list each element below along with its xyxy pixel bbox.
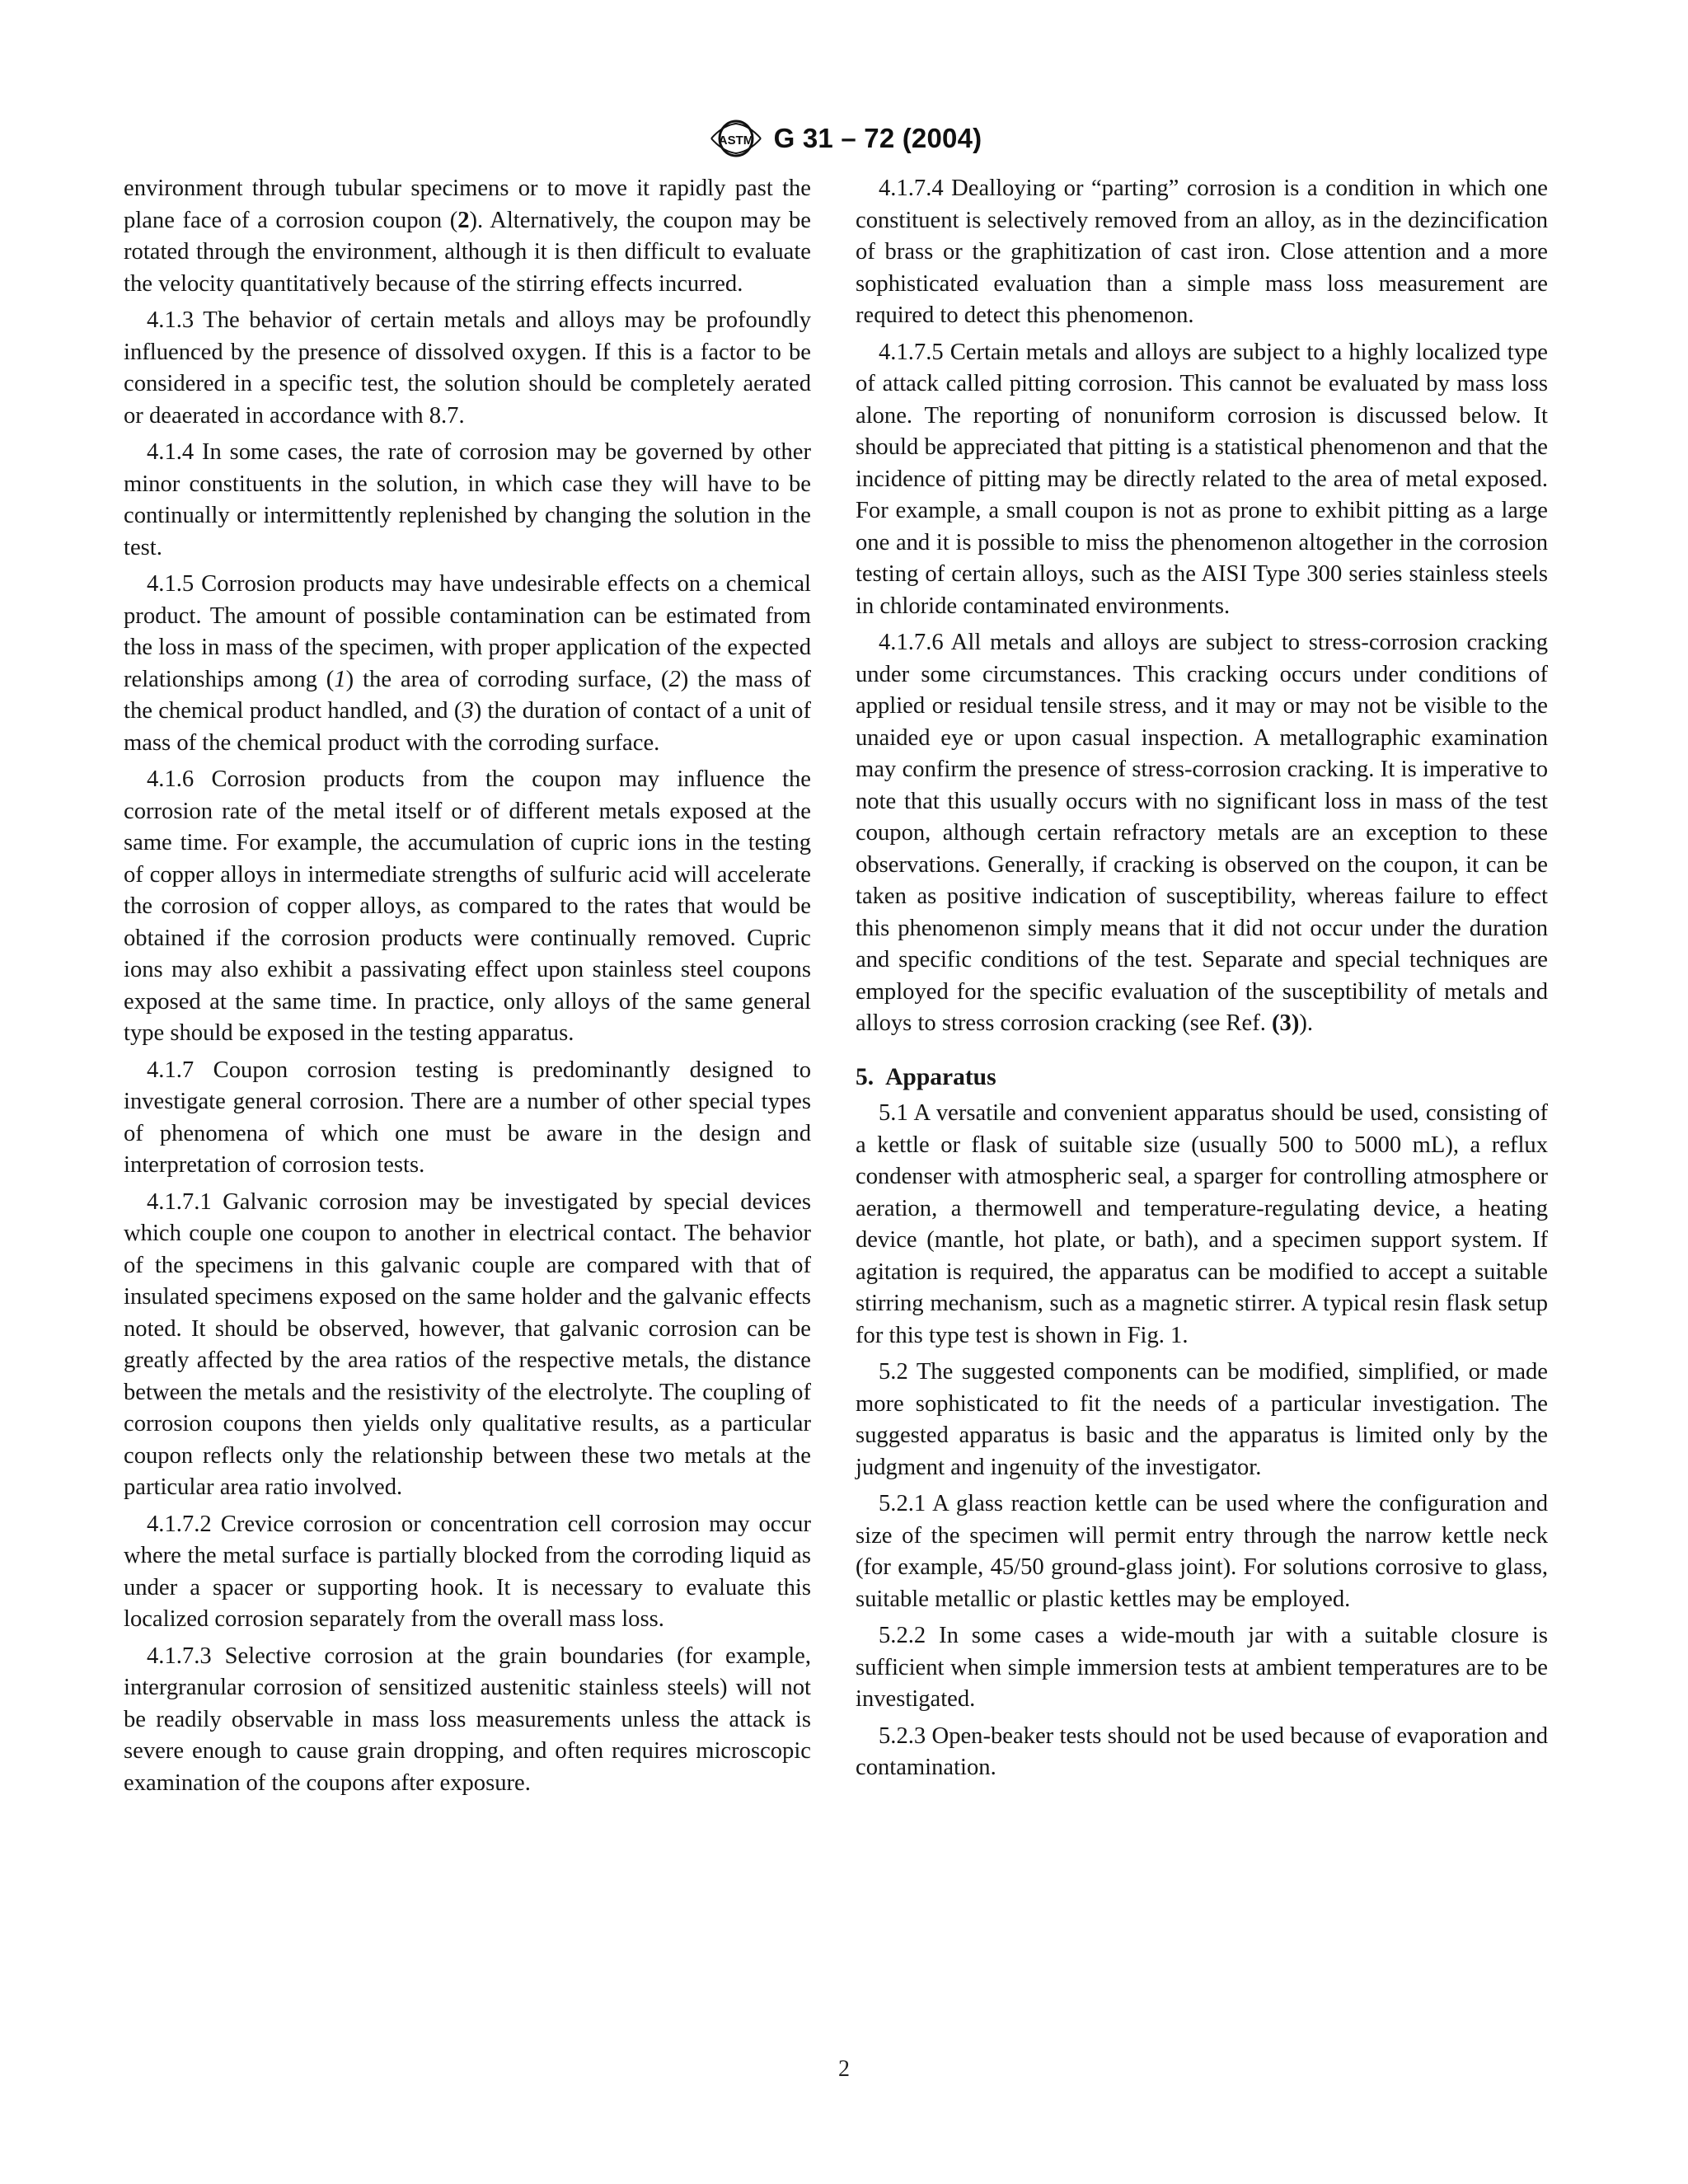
- paragraph-4-1-7-2: 4.1.7.2 Crevice corrosion or concentration cell corrosion may occur where the metal surface is partially blocked from the corroding liquid as under a spacer or supporting hook. It is necessary to evaluate this localized corrosion separately from the overall mass loss.: [124, 1511, 811, 1632]
- paragraph-4-1-6: 4.1.6 Corrosion products from the coupon may influence the corrosion rate of the metal itself or of different metals exposed at the same time. For example, the accumulation of cupric ions in the testing of copper alloys in intermediate strengths of sulfuric acid will accelerate the corrosion of copper alloys, as compared to the rates that would be obtained if the corrosion products were continually removed. Cupric ions may also exhibit a passivating effect upon stainless steel coupons exposed at the same time. In practice, only alloys of the same general type should be exposed in the testing apparatus.: [124, 766, 811, 1046]
- paragraph-5-1: 5.1 A versatile and convenient apparatus should be used, consisting of a kettle or flask of suitable size (usually 500 to 5000 mL), a reflux condenser with atmospheric seal, a sparger for controlling atmosphere or aeration, a thermowell and temperature-regulating device, a heating device (mantle, hot plate, or bath), and a specimen support system. If agitation is required, the apparatus can be modified to accept a suitable stirring mechanism, such as a magnetic stirrer. A typical resin flask setup for this type test is shown in Fig. 1.: [856, 1100, 1548, 1348]
- astm-logo-icon: [706, 117, 766, 160]
- page-header: [0, 114, 1688, 163]
- paragraph-4-1-7-6: 4.1.7.6 All metals and alloys are subject to stress-corrosion cracking under some circumstances. This cracking occurs under conditions of applied or residual tensile stress, and it may or may not be visible to the unaided eye or upon casual inspection. A metallographic examination may confirm the presence of stress-corrosion cracking. It is imperative to note that this usually occurs with no significant loss in mass of the test coupon, although certain refractory metals are an exception to these observations. Generally, if cracking is observed on the coupon, it can be taken as positive indication of susceptibility, whereas failure to effect this phenomenon simply means that it did not occur under the duration and specific conditions of the test. Separate and special techniques are employed for the specific evaluation of the susceptibility of metals and alloys to stress corrosion cracking (see Ref. (3)).: [856, 630, 1548, 1036]
- standard-designation: G 31 – 72 (2004): [773, 123, 982, 153]
- right-column: [856, 173, 1548, 1789]
- paragraph-4-1-7: 4.1.7 Coupon corrosion testing is predominantly designed to investigate general corrosion. There are a number of other special types of phenomena of which one must be aware in the design and interpretation of corrosion tests.: [124, 1057, 811, 1178]
- astm-logo-text: ASTM: [718, 134, 753, 148]
- paragraph-4-1-5: 4.1.5 Corrosion products may have undesirable effects on a chemical product. The amount of possible contamination can be estimated from the loss in mass of the specimen, with proper application of the expected relationships among (1) the area of corroding surface, (2) the mass of the chemical product handled, and (3) the duration of contact of a unit of mass of the chemical product with the corroding surface.: [124, 571, 811, 756]
- page-number: 2: [838, 2056, 850, 2082]
- paragraph-4-1-3: 4.1.3 The behavior of certain metals and alloys may be profoundly influenced by the presence of dissolved oxygen. If this is a factor to be considered in a specific test, the solution should be completely aerated or deaerated in accordance with 8.7.: [124, 307, 811, 429]
- paragraph-4-1-7-5: 4.1.7.5 Certain metals and alloys are subject to a highly localized type of attack called pitting corrosion. This cannot be evaluated by mass loss alone. The reporting of nonuniform corrosion is discussed below. It should be appreciated that pitting is a statistical phenomenon and that the incidence of pitting may be directly related to the area of metal exposed. For example, a small coupon is not as prone to exhibit pitting as a large one and it is possible to miss the phenomenon altogether in the corrosion testing of certain alloys, such as the AISI Type 300 series stainless steels in chloride contaminated environments.: [856, 339, 1548, 619]
- section-heading-apparatus: 5. Apparatus: [856, 1063, 996, 1090]
- paragraph-continued: environment through tubular specimens or to move it rapidly past the plane face of a corrosion coupon (2). Alternatively, the coupon may be rotated through the environment, although it is then difficult to evaluate the velocity quantitatively because of the stirring effects incurred.: [124, 176, 811, 297]
- paragraph-4-1-7-1: 4.1.7.1 Galvanic corrosion may be investigated by special devices which couple one coupon to another in electrical contact. The behavior of the specimens in this galvanic couple are compared with that of insulated specimens exposed on the same holder and the galvanic effects noted. It should be observed, however, that galvanic corrosion can be greatly affected by the area ratios of the respective metals, the distance between the metals and the resistivity of the electrolyte. The coupling of corrosion coupons then yields only qualitative results, as a particular coupon reflects only the relationship between these two metals at the particular area ratio involved.: [124, 1188, 811, 1500]
- paragraph-5-2-3: 5.2.3 Open-beaker tests should not be used because of evaporation and contamination.: [856, 1722, 1548, 1780]
- paragraph-4-1-7-4: 4.1.7.4 Dealloying or “parting” corrosion is a condition in which one constituent is selectively removed from an alloy, as in the dezincification of brass or the graphitization of cast iron. Close attention and a more sophisticated evaluation than a simple mass loss measurement are required to detect this phenomenon.: [856, 176, 1548, 328]
- paragraph-5-2: 5.2 The suggested components can be modified, simplified, or made more sophisticated to fit the needs of a particular investigation. The suggested apparatus is basic and the apparatus is limited only by the judgment and ingenuity of the investigator.: [856, 1359, 1548, 1480]
- paragraph-5-2-1: 5.2.1 A glass reaction kettle can be used where the configuration and size of the specimen will permit entry through the narrow kettle neck (for example, 45/50 ground-glass joint). For solutions corrosive to glass, suitable metallic or plastic kettles may be employed.: [856, 1491, 1548, 1612]
- paragraph-5-2-2: 5.2.2 In some cases a wide-mouth jar with a suitable closure is sufficient when simple immersion tests at ambient temperatures are to be investigated.: [856, 1623, 1548, 1712]
- left-column: [124, 173, 811, 1804]
- paragraph-4-1-4: 4.1.4 In some cases, the rate of corrosion may be governed by other minor constituents in the solution, in which case they will have to be continually or intermittently replenished by changing the solution in the test.: [124, 439, 811, 560]
- paragraph-4-1-7-3: 4.1.7.3 Selective corrosion at the grain boundaries (for example, intergranular corrosion of sensitized austenitic stainless steels) will not be readily observable in mass loss measurements unless the attack is severe enough to cause grain dropping, and often requires microscopic examination of the coupons after exposure.: [124, 1643, 811, 1796]
